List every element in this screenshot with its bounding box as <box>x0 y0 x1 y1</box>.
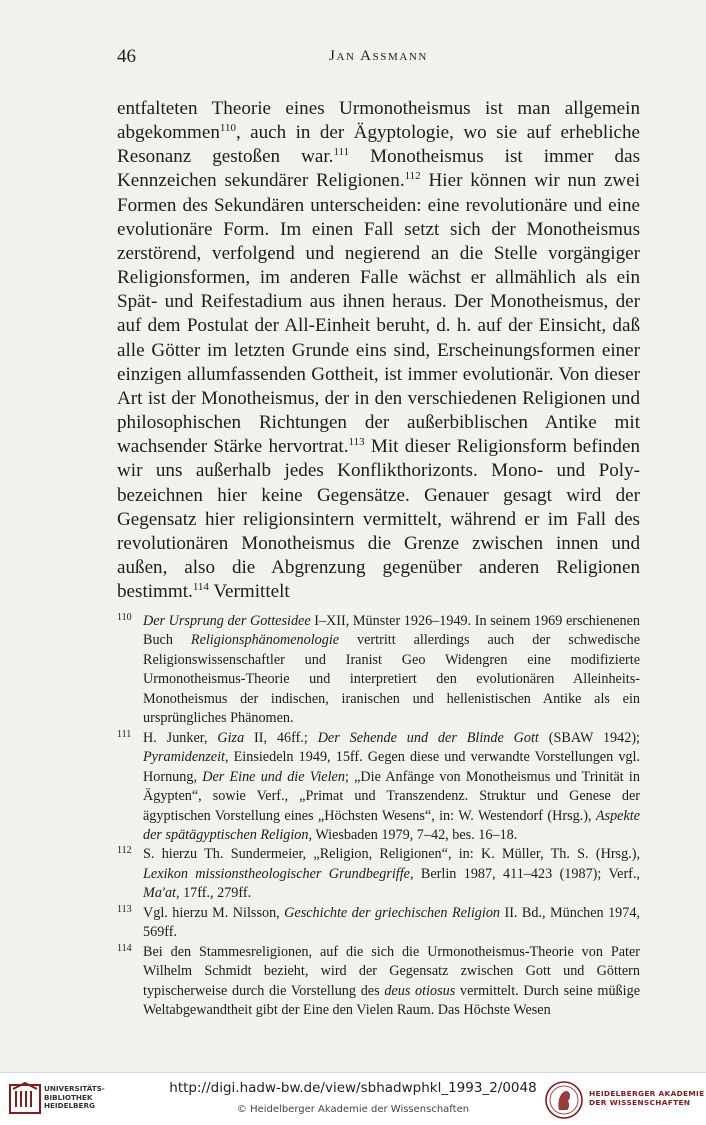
academy-label <box>589 1089 704 1107</box>
text-run: , auch in der Ägyptologie, wo sie auf erhebliche Resonanz gestoßen war. <box>117 122 640 168</box>
page-number: 46 <box>117 46 136 67</box>
main-text <box>117 97 640 604</box>
footnote-111 <box>117 729 640 846</box>
footnote-title: deus otiosus <box>384 982 456 999</box>
ub-line: UNIVERSITÄTS- <box>44 1084 105 1093</box>
footnote-ref[interactable]: 113 <box>348 436 365 449</box>
footnote-text: Vgl. hierzu M. Nilsson, <box>143 904 285 921</box>
footnotes <box>117 612 640 1021</box>
footnote-text: ; „Die Anfänge von Monotheismus und Trinität in Ägypten“, sowie Verf., „Primat und Transzendenz. Struktur und Genese der ägyptischen Vorstellung eines „Höchsten Wesens“, in: W. Westendorf (Hrsg.), <box>143 768 640 824</box>
footnote-ref[interactable]: 110 <box>219 122 236 135</box>
footnote-title: Pyramidenzeit <box>143 749 225 766</box>
footnote-title: Der Sehende und der Blinde Gott <box>317 729 539 746</box>
academy-line: DER WISSENSCHAFTEN <box>589 1098 691 1107</box>
footnote-title: Aspekte der spätägyptischen Religion <box>143 807 640 843</box>
footnote-text: vertritt allerdings auch der schwedische Religionswissenschaftler und Iranist Geo Widengren eine modifizierte Urmonotheismus-Theorie und interpretiert den evolutionären Alleinheits-Monotheismus der indischen, iranischen und hellenistischen Antike als ein ursprüngliches Phänomen. <box>143 632 640 727</box>
footnote-title: Lexikon missionstheologischer Grundbegriffe <box>143 865 410 882</box>
text-run: Hier können wir nun zwei Formen des Sekundären unterscheiden: eine revolutionäre und eine evolutionäre Form. Im einen Fall setzt sich der Monotheismus zerstörend, verfolgend und negierend an die Stelle vorgängiger Religionsformen, im anderen Falle wächst er allmählich als ein Spät- und Reifestadium aus ihnen heraus. Der Monotheismus, der auf dem Postulat der All-Einheit beruht, d. h. auf der Einsicht, daß alle Götter im letzten Grunde eins sind, Erscheinungsformen einer einzigen allumfassenden Gottheit, ist immer evolutionär. Von dieser Art ist der Monotheismus, der in den verschiedenen Religionen und philosophischen Richtungen der außerbiblischen Antike mit wachsender Stärke hervortrat. <box>117 170 640 458</box>
footnote-title: Der Eine und die Vielen <box>202 768 345 785</box>
footnote-text: Bei den Stammesreligionen, auf die sich die Urmonotheismus-Theorie von Pater Wilhelm Schmidt bezieht, wird der Gegensatz zwischen Gott und Göttern typischerweise durch die Vorstellung des <box>143 943 640 999</box>
footnote-text: I–XII, Münster 1926–1949. In seinem 1969 erschienenen Buch <box>143 613 640 649</box>
viewer-footer <box>0 1072 706 1125</box>
running-head: Jan Assmann <box>329 48 428 64</box>
footnote-number: 114 <box>117 942 132 954</box>
text-run: Vermittelt <box>208 581 290 603</box>
footnote-text: , Berlin 1987, 411–423 (1987); Verf., <box>409 865 640 882</box>
footnote-113 <box>117 904 640 943</box>
document-url-link[interactable]: http://digi.hadw-bw.de/view/sbhadwphkl_1993_2/0048 <box>169 1080 537 1096</box>
text-run: entfalteten Theorie eines Urmonotheismus ist man allgemein abgekommen <box>117 98 640 144</box>
footnote-text: II, 46ff.; <box>244 729 318 746</box>
footnote-title: Der Ursprung der Gottesidee <box>143 613 311 629</box>
footnote-number: 113 <box>117 903 132 915</box>
footnote-title: Religionsphänomenologie <box>190 632 340 649</box>
footnote-text: , Wiesbaden 1979, 7–42, bes. 16–18. <box>308 826 518 843</box>
footnote-ref[interactable]: 112 <box>404 170 421 183</box>
footnote-text: , 17ff., 279ff. <box>175 885 252 902</box>
footnote-text: (SBAW 1942); <box>538 729 640 746</box>
footnote-112 <box>117 845 640 903</box>
footnote-text: II. Bd., München 1974, 569ff. <box>143 904 640 941</box>
body-paragraph <box>117 97 640 604</box>
footnote-text: vermittelt. Durch seine müßige Weltabgewandtheit gibt der Eine den Vielen Raum. Das Höchste Wesen <box>143 982 640 1019</box>
footnote-title: Geschichte der griechischen Religion <box>284 904 501 921</box>
footnote-ref[interactable]: 114 <box>192 581 209 594</box>
academy-logo-icon[interactable] <box>544 1080 584 1120</box>
copyright-notice: © Heidelberger Akademie der Wissenschaften <box>236 1104 470 1115</box>
footnote-number: 112 <box>117 845 132 857</box>
footnote-text: S. hierzu Th. Sundermeier, „Religion, Religionen“, in: K. Müller, Th. S. (Hrsg.), <box>143 846 640 863</box>
footnote-title: Ma'at <box>143 885 176 902</box>
text-run: Mit dieser Religionsform befinden wir uns außerhalb jedes Konflikthorizonts. Mono- und Poly- bezeichnen hier keine Gegensätze. Genauer gesagt wird der Gegensatz hier religionsintern vermittelt, während er im Fall des revolutionären Monotheismus die Grenze zwischen innen und außen, also die Abgrenzung gegenüber anderen Religionen bestimmt. <box>117 436 640 603</box>
footnote-title: Giza <box>217 729 245 746</box>
ub-line: HEIDELBERG <box>44 1101 95 1111</box>
footnote-text: , Einsiedeln 1949, 15ff. Gegen diese und verwandte Vorstellungen vgl. Hornung, <box>143 749 640 785</box>
footnote-ref[interactable]: 111 <box>333 146 350 159</box>
footnote-number: 110 <box>117 612 132 623</box>
footnote-text: H. Junker, <box>143 729 218 746</box>
academy-line: HEIDELBERGER AKADEMIE <box>589 1089 705 1098</box>
text-run: Monotheismus ist immer das Kennzeichen sekundärer Religionen. <box>117 146 640 192</box>
footnote-110 <box>117 612 640 729</box>
ub-line: BIBLIOTHEK <box>44 1092 93 1102</box>
footnote-number: 111 <box>117 728 132 740</box>
footnote-114 <box>117 943 640 1021</box>
page-header <box>117 46 640 72</box>
